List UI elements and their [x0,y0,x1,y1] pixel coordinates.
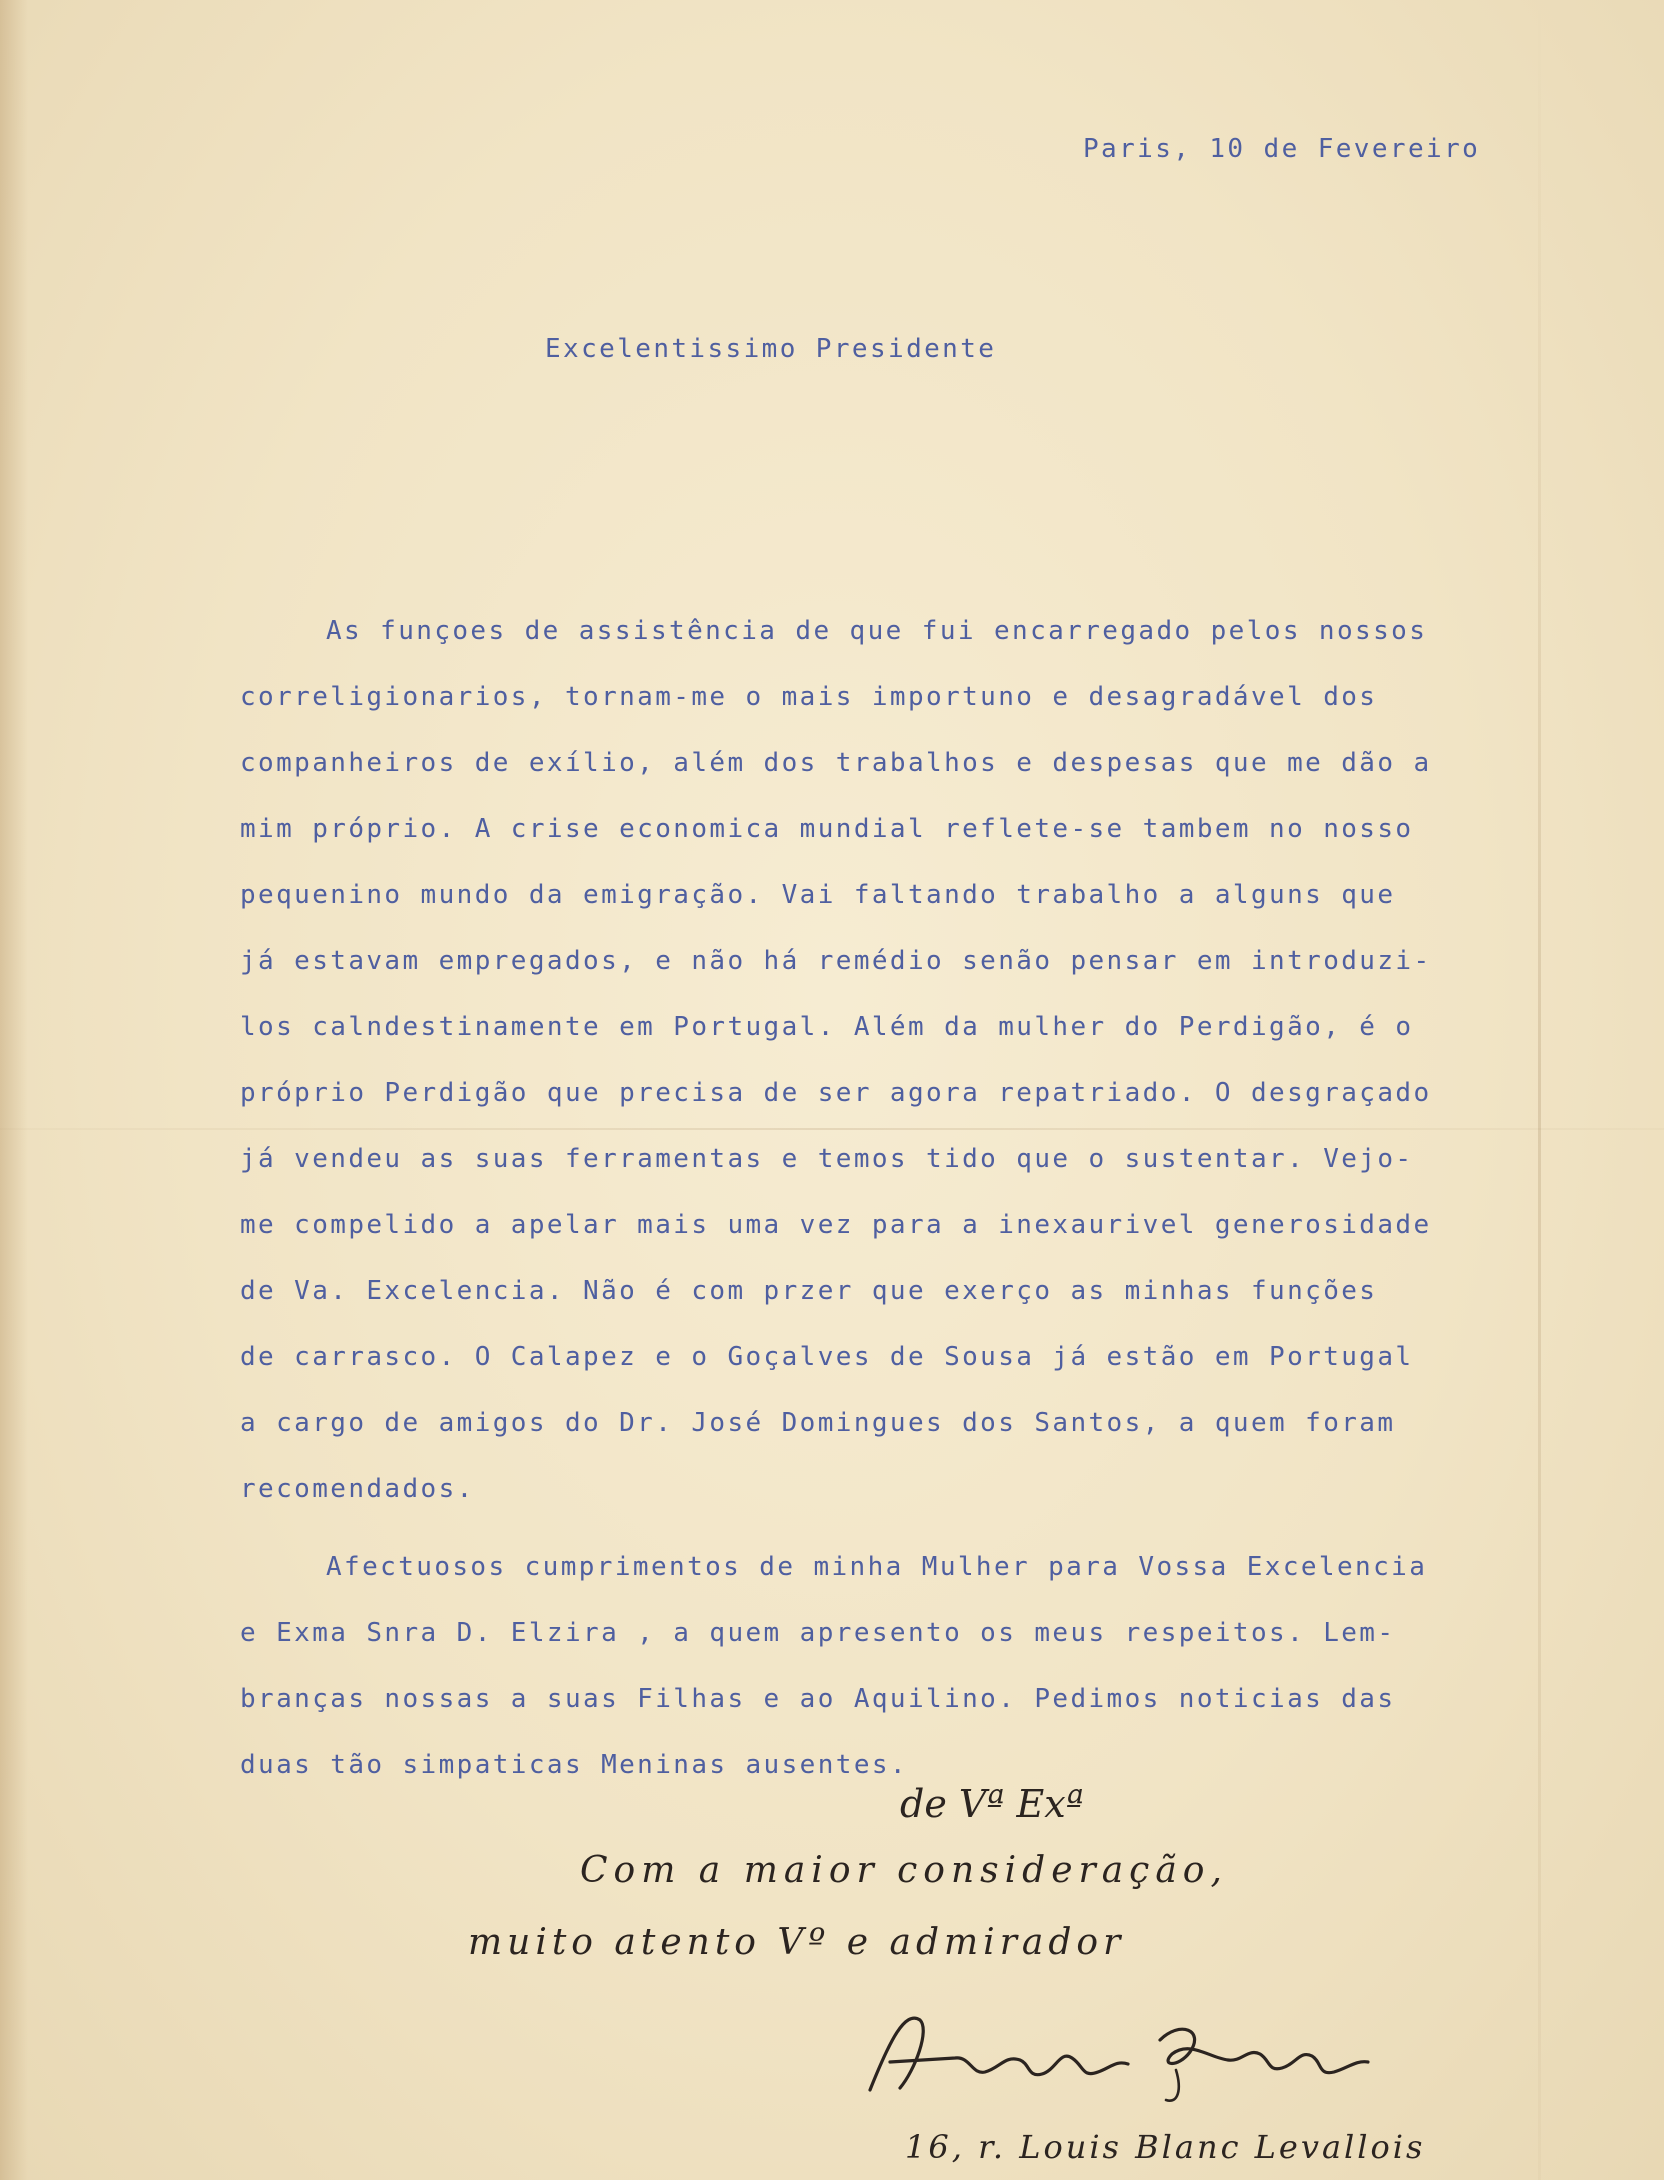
text-line: mim próprio. A crise economica mundial reflete-se tambem no nosso [240,814,1414,844]
handwritten-closing-line: de Vª Exª [900,1782,1084,1826]
paper-edge-shadow [0,0,28,2180]
handwritten-closing-line: Com a maior consideração, [580,1850,1228,1891]
handwritten-address: 16, r. Louis Blanc Levallois [905,2128,1426,2166]
text-line: correligionarios, tornam-me o mais importuno e desagradável dos [240,682,1378,712]
dateline: Paris, 10 de Fevereiro [1083,134,1481,164]
signature [860,2000,1380,2110]
text-line: de Va. Excelencia. Não é com przer que exerço as minhas funções [240,1276,1378,1306]
text-line: los calndestinamente em Portugal. Além da mulher do Perdigão, é o [240,1012,1414,1042]
text-line: As funçoes de assistência de que fui encarregado pelos nossos [326,616,1428,646]
text-line: pequenino mundo da emigração. Vai faltando trabalho a alguns que [240,880,1396,910]
text-line: já vendeu as suas ferramentas e temos tido que o sustentar. Vejo- [240,1144,1414,1174]
text-line: e Exma Snra D. Elzira , a quem apresento os meus respeitos. Lem- [240,1618,1396,1648]
salutation: Excelentissimo Presidente [545,334,997,364]
text-line: próprio Perdigão que precisa de ser agora repatriado. O desgraçado [240,1078,1432,1108]
text-line: recomendados. [240,1474,475,1504]
text-line: branças nossas a suas Filhas e ao Aquilino. Pedimos noticias das [240,1684,1396,1714]
text-line: Afectuosos cumprimentos de minha Mulher para Vossa Excelencia [326,1552,1428,1582]
handwritten-closing-line: muito atento Vº e admirador [468,1922,1126,1963]
text-line: de carrasco. O Calapez e o Goçalves de Sousa já estão em Portugal [240,1342,1414,1372]
text-line: a cargo de amigos do Dr. José Domingues dos Santos, a quem foram [240,1408,1396,1438]
text-line: duas tão simpaticas Meninas ausentes. [240,1750,908,1780]
text-line: companheiros de exílio, além dos trabalhos e despesas que me dão a [240,748,1432,778]
text-line: já estavam empregados, e não há remédio senão pensar em introduzi- [240,946,1432,976]
paragraph-1 [240,598,1580,1522]
text-line: me compelido a apelar mais uma vez para a inexaurivel generosidade [240,1210,1432,1240]
paragraph-2 [240,1534,1580,1798]
